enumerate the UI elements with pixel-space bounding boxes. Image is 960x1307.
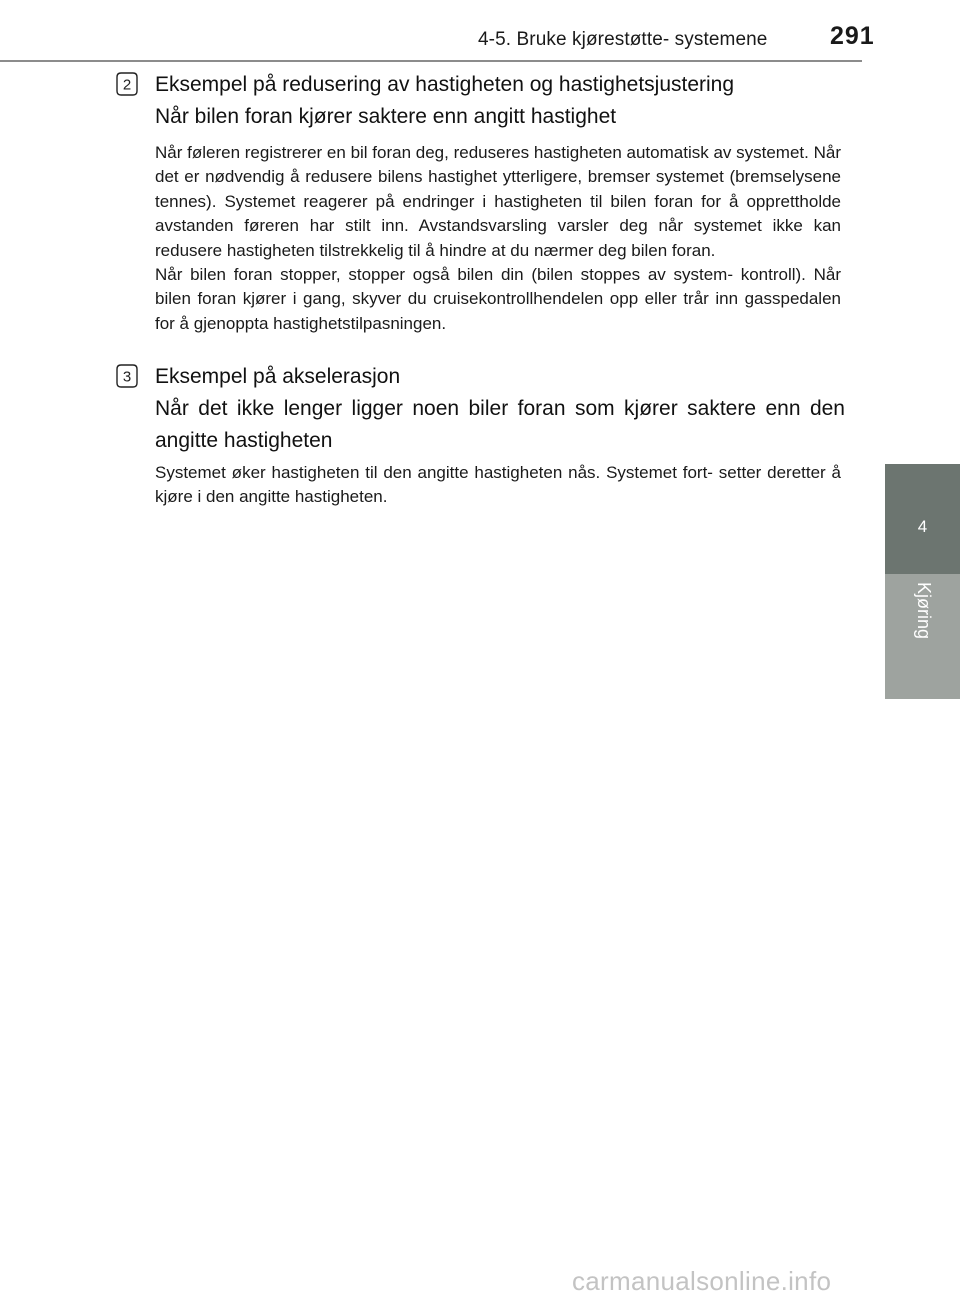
chapter-title: Kjøring: [914, 582, 934, 640]
page-number: 291: [830, 22, 875, 50]
step-3-heading: [155, 361, 845, 457]
step-2-heading-line2: Når bilen foran kjører saktere enn angitt hastighet: [155, 105, 617, 128]
step-2-paragraph-1: Når føleren registrerer en bil foran deg, reduseres hastigheten automatisk av systemet. Når det er nødvendig å redusere bilens hastighet ytterligere, bremser systemet (bremselysene tennes). Systemet reagerer på endringer i hastigheten til bilen foran for å opprettholde avstanden føreren har stilt inn. Avstandsvarsling varsler deg når systemet ikke kan redusere hastigheten tilstrekkelig til å hindre at du nærmer deg bilen foran.: [155, 143, 841, 260]
step-2-heading-line1: Eksempel på redusering av hastigheten og hastighetsjustering: [155, 73, 735, 96]
step-2-heading: [155, 69, 845, 133]
chapter-tab-number: [885, 464, 960, 574]
chapter-tab-title: [885, 574, 960, 699]
watermark-text: carmanualsonline.info: [572, 1266, 832, 1296]
step-3-badge-icon: [116, 364, 138, 388]
step-3-number: 3: [122, 368, 132, 386]
step-2-badge-icon: [116, 72, 138, 96]
step-3-heading-line1: Eksempel på akselerasjon: [155, 365, 401, 388]
step-2-number: 2: [122, 76, 132, 94]
header-rule: [0, 60, 862, 62]
running-header-section: 4-5. Bruke kjørestøtte- systemene: [478, 29, 768, 50]
step-3-paragraph-1: Systemet øker hastigheten til den angitte hastigheten nås. Systemet fort- setter deretter å kjøre i den angitte hastigheten.: [155, 463, 841, 507]
step-2-body: [155, 141, 841, 336]
step-3-body: [155, 461, 841, 510]
chapter-number: 4: [917, 517, 928, 536]
step-2-paragraph-2: Når bilen foran stopper, stopper også bilen din (bilen stoppes av system- kontroll). Når bilen foran kjører i gang, skyver du cruisekontrollhendelen opp eller trår inn gasspedalen for å gjenoppta hastighetstilpasningen.: [155, 265, 841, 333]
step-3-heading-line2: Når det ikke lenger ligger noen biler foran som kjører saktere enn den angitte hastigheten: [155, 397, 845, 452]
